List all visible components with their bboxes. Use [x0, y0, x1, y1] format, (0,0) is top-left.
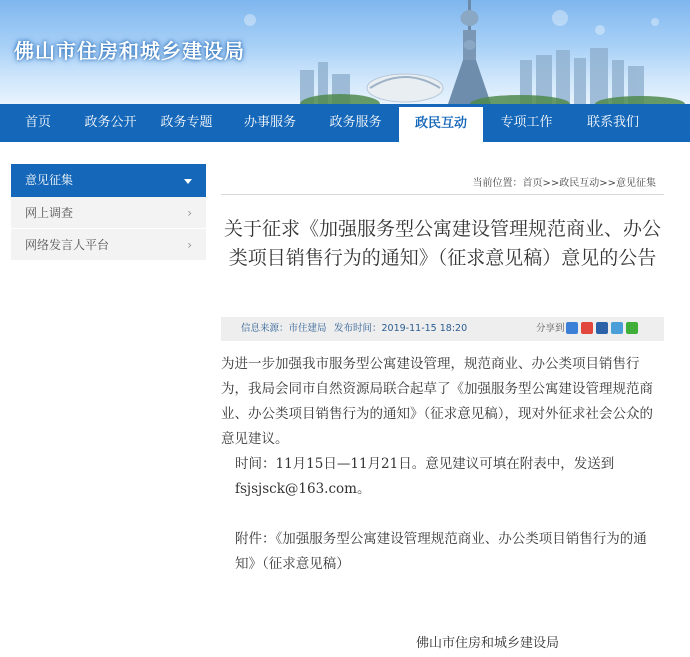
article-paragraph: 为进一步加强我市服务型公寓建设管理，规范商业、办公类项目销售行为，我局会同市自然资源局联合起草了《加强服务型公寓建设管理规范商业、办公类项目销售行为的通知》（征求意见稿），现对外征求社会公众的意见建议。	[221, 356, 653, 447]
article-publish-time: 发布时间：2019-11-15 18:20	[334, 323, 468, 334]
nav-item-home[interactable]: 首页	[24, 115, 51, 130]
tencent-weibo-share-icon[interactable]	[611, 322, 623, 334]
sidebar	[11, 164, 206, 261]
sidebar-header-opinion-collection[interactable]	[11, 164, 206, 197]
caret-down-icon	[184, 179, 192, 184]
nav-item-government-affairs[interactable]: 政务公开	[84, 115, 137, 130]
chevron-right-icon: ›	[187, 238, 192, 252]
renren-share-icon[interactable]	[596, 322, 608, 334]
article-body	[221, 352, 664, 577]
nav-item-contact-us[interactable]: 联系我们	[586, 115, 639, 130]
breadcrumb: 当前位置：首页>>政民互动>>意见征集	[221, 165, 664, 195]
nav-item-special-work[interactable]: 专项工作	[500, 115, 553, 130]
site-title: 佛山市住房和城乡建设局	[14, 39, 245, 63]
nav-item-office-services[interactable]: 办事服务	[243, 115, 296, 130]
sidebar-item-label: 网络发言人平台	[25, 238, 110, 252]
site-banner	[0, 0, 690, 104]
sidebar-item-label: 网上调查	[25, 206, 74, 220]
article-source: 信息来源：市住建局	[241, 323, 327, 334]
sidebar-item-online-survey[interactable]	[11, 197, 206, 229]
weibo-share-icon[interactable]	[581, 322, 593, 334]
article-meta-bar	[221, 317, 664, 341]
article-signature: 佛山市住房和城乡建设局	[416, 636, 560, 651]
share-icons	[566, 322, 638, 334]
article-title: 关于征求《加强服务型公寓建设管理规范商业、办公类项目销售行为的通知》（征求意见稿）意见的公告	[223, 218, 661, 269]
main-nav	[0, 104, 690, 142]
nav-item-government-services[interactable]: 政务服务	[329, 115, 382, 130]
sidebar-item-spokesperson-platform[interactable]	[11, 229, 206, 261]
article-paragraph: 时间：11月15日—11月21日。意见建议可填在附表中，发送到fsjsjsck@163.com。	[235, 456, 615, 497]
article-attachment: 附件：《加强服务型公寓建设管理规范商业、办公类项目销售行为的通知》（征求意见稿）	[235, 531, 647, 572]
nav-item-special-topics[interactable]: 政务专题	[160, 115, 213, 130]
share-label: 分享到	[536, 323, 565, 334]
sidebar-header-label: 意见征集	[25, 173, 74, 187]
qzone-share-icon[interactable]	[566, 322, 578, 334]
chevron-right-icon: ›	[187, 206, 192, 220]
wechat-share-icon[interactable]	[626, 322, 638, 334]
nav-item-public-interaction[interactable]: 政民互动	[399, 104, 483, 142]
